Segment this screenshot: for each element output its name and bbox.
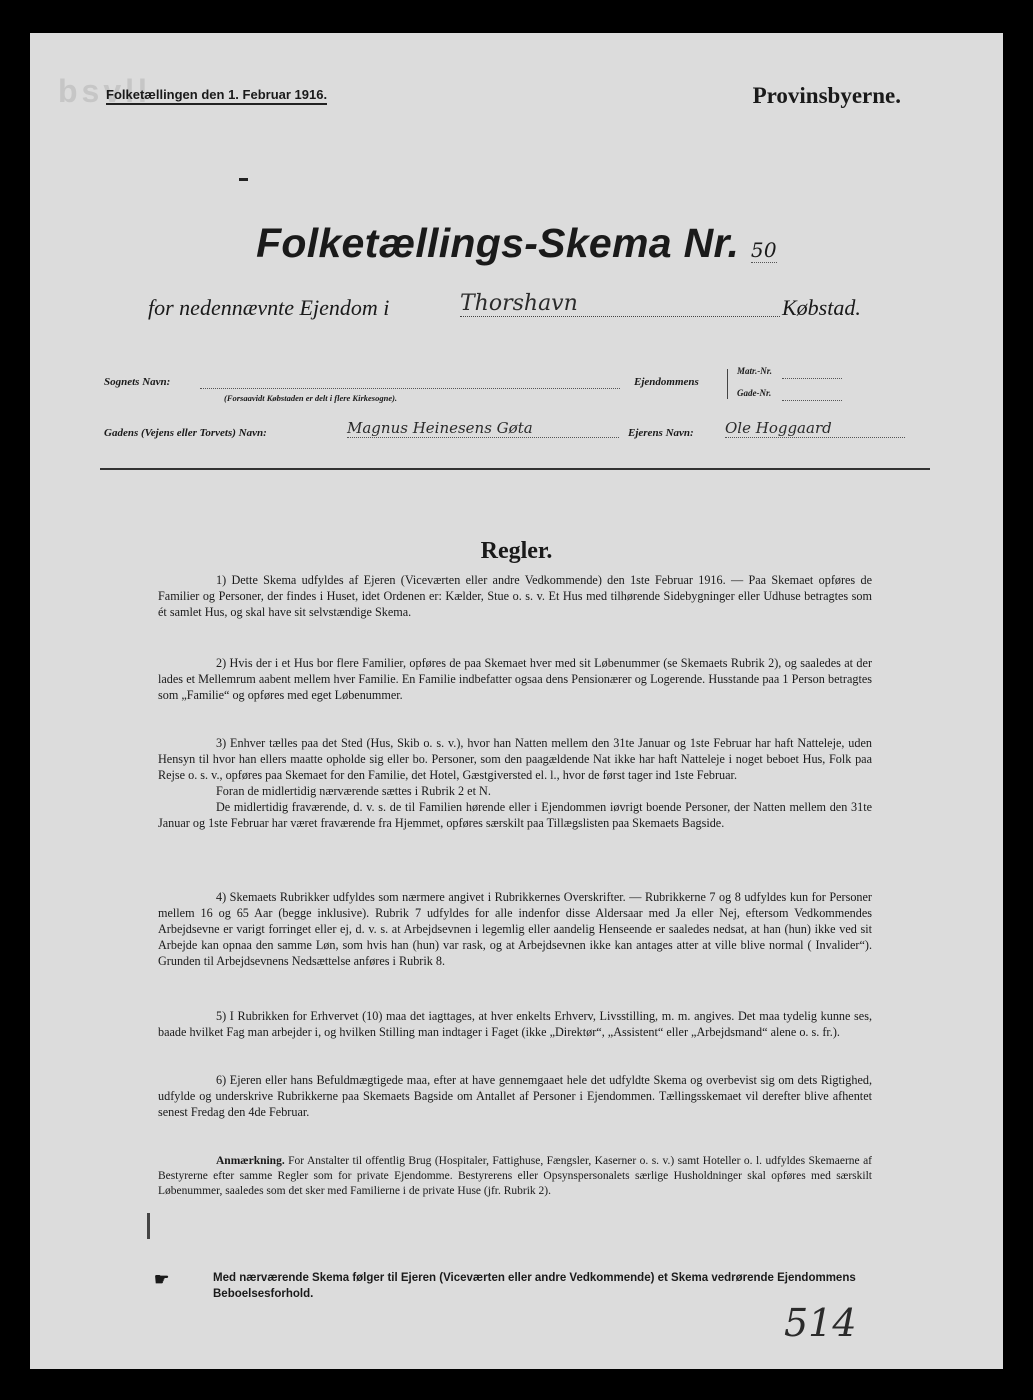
page-number-handwritten: 514 <box>784 1301 857 1345</box>
region-label: Provinsbyerne. <box>752 83 901 108</box>
remark <box>158 1154 872 1199</box>
property-for-label: for nedennævnte Ejendom i <box>148 295 390 320</box>
matr-nr-label: Matr.-Nr. <box>737 366 773 376</box>
gade-label: Gadens (Vejens eller Torvets) Navn: <box>104 427 267 439</box>
bracket-line <box>727 369 729 399</box>
matr-nr-field-line <box>782 377 842 379</box>
rule-2-text: 2) Hvis der i et Hus bor flere Familier, opføres de paa Skemaet hver med sit Løbenummer (se Skemaets Rubrik 2), og saaledes at der lades et Mellemrum aabent mellem hver Familie. En Familie indbefatter ogsaa dens Pensionærer og Logerende. Husstande paa 1 Person betragtes som „Familie“ og opføres med eget Løbenummer. <box>158 656 872 702</box>
rule-3-absent: De midlertidig fraværende, d. v. s. de til Familien hørende eller i Ejendommen iøvrigt boende Personer, der Natten mellem den 31te Januar og 1ste Februar har været fraværende fra Hjemmet, opføres særskilt paa Tillægslisten paa Skemaets Bagside. <box>158 800 872 830</box>
margin-tick <box>147 1213 150 1239</box>
rule-4 <box>158 889 872 969</box>
gade-nr-label: Gade-Nr. <box>737 388 772 398</box>
remark-text: For Anstalter til offentlig Brug (Hospitaler, Fattighuse, Fængsler, Kaserner o. s. v.) samt Hoteller o. l. udfyldes Skemaerne af Bestyrerne efter samme Regler som for private Ejendomme. Bestyrerens eller Opsynspersonalets særlige Husholdninger skal opføres med særskilt Løbenummer, saaledes som det sker med Familierne i de private Huse (jfr. Rubrik 2). <box>158 1155 873 1197</box>
sogn-note: (Forsaavidt Købstaden er delt i flere Kirkesogne). <box>224 393 398 403</box>
footer-note: Med nærværende Skema følger til Ejeren (Viceværten eller andre Vedkommende) et Skema vedrørende Ejendommens Beboelsesforhold. <box>213 1272 856 1300</box>
rule-5 <box>158 1008 872 1040</box>
kobstad-label: Købstad. <box>782 295 861 320</box>
rule-1 <box>158 572 872 620</box>
rule-2 <box>158 655 872 703</box>
rule-5-text: 5) I Rubrikken for Erhvervet (10) maa det iagttages, at hver enkelts Erhverv, Livsstilling, m. m. angives. Det maa tydelig kunne ses, baade hvilket Fag man arbejder i, og hvilken Stilling man indtager i Faget (ikke „Direktør“, „Assistent“ eller „Arbejdsmand“ alene o. s. fr.). <box>158 1009 872 1039</box>
rule-6-text: 6) Ejeren eller hans Befuldmægtigede maa, efter at have gennemgaaet hele det udfyldte Skema og overbevist sig om dets Rigtighed, udfylde og underskrive Rubrikkerne paa Skemaets Bagside om Antallet af Personer i Ejendommen. Tællingsskemaet vil derefter blive afhentet senest Fredag den 4de Februar. <box>158 1073 872 1119</box>
form-title <box>30 220 1003 267</box>
remark-label: Anmærkning. <box>216 1155 285 1167</box>
faint-stamp: bsvll <box>58 73 151 109</box>
form-title-text: Folketællings-Skema Nr. <box>256 220 740 266</box>
pointing-hand-icon: ☛ <box>154 1270 170 1289</box>
rule-6 <box>158 1072 872 1120</box>
dash-mark <box>239 178 248 181</box>
gade-nr-field-line <box>782 399 842 401</box>
header-divider <box>100 468 930 470</box>
sogn-field-line <box>200 387 620 389</box>
rule-3-text: 3) Enhver tælles paa det Sted (Hus, Skib o. s. v.), hvor han Natten mellem den 31te Januar og 1ste Februar har haft Natteleje, uden Hensyn til hvor han ellers maatte opholde sig eller bo. Personer, som den paagældende Nat ikke har haft Natteleje i noget beboet Hus, Folk paa Rejse o. s. v., opføres paa Skemaet for den Familie, det Hotel, Gæstgiversted el. l., hvor de først tager ind 1ste Februar. <box>158 736 872 782</box>
census-form-sheet <box>30 33 1003 1369</box>
town-name-handwritten: Thorshavn <box>460 291 780 317</box>
form-number-handwritten: 50 <box>750 238 777 262</box>
census-date-header: Folketællingen den 1. Februar 1916. <box>106 87 327 105</box>
ejendom-label: Ejendommens <box>634 376 699 388</box>
rule-3 <box>158 735 872 831</box>
ejer-name-handwritten: Ole Hoggaard <box>725 419 905 438</box>
rules-heading: Regler. <box>480 538 553 564</box>
gade-name-handwritten: Magnus Heinesens Gøta <box>347 419 619 438</box>
rule-1-text: 1) Dette Skema udfyldes af Ejeren (Viceværten eller andre Vedkommende) den 1ste Februar 1916. — Paa Skemaet opføres de Familier og Personer, der findes i Huset, idet Ordenen er: Kælder, Stue o. s. v. Et Hus med tilhørende Sidebygninger eller Udhuse betragtes som ét samlet Hus, og skal have sit selvstændige Skema. <box>158 573 872 619</box>
sogn-label: Sognets Navn: <box>104 376 171 388</box>
rule-3-note-n: Foran de midlertidig nærværende sættes i Rubrik 2 et N. <box>216 784 491 798</box>
ejer-label: Ejerens Navn: <box>628 427 694 439</box>
rule-4-text: 4) Skemaets Rubrikker udfyldes som nærmere angivet i Rubrikkernes Overskrifter. — Rubrikkerne 7 og 8 udfyldes kun for Personer mellem 16 og 65 Aar (begge inklusive). Rubrik 7 udfyldes for alle indenfor disse Aldersaar med Ja eller Nej, eftersom Vedkommendes Arbejdsevne er varigt forringet eller ej, d. v. s. at Arbejdsevnen i legemlig eller aandelig Henseende er saaledes nedsat, at han (hun) ikke ved sit Arbejde kan opnaa den samme Løn, som hvis han (hun) var rask, og at Arbejdsevnen ikke kan antages atter at ville blive normal ( Invalider“). Grunden til Arbejdsevnens Nedsættelse anføres i Rubrik 8. <box>158 890 872 968</box>
